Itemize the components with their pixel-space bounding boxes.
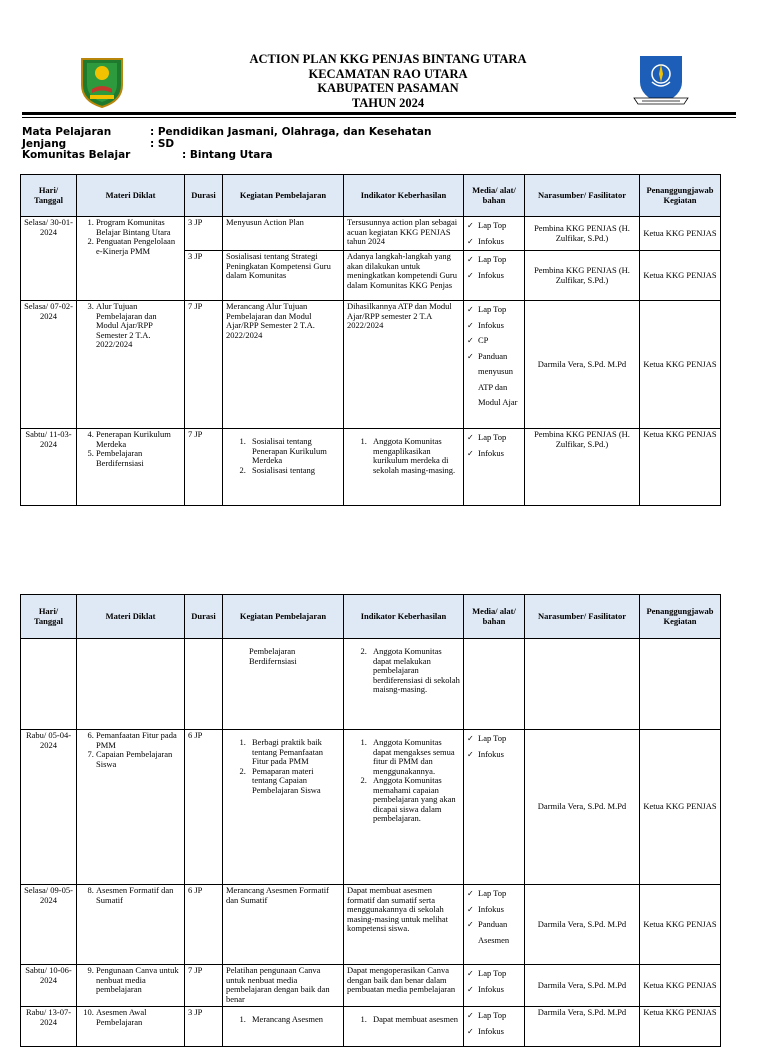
materi-item: 9. Pengunaan Canva untuk nenbuat media pembelajaran [96,966,181,995]
date-cell: Sabtu/ 11-03-2024 [21,429,77,506]
col-header: Indikator Keberhasilan [344,175,464,217]
narasumber-cell: Darmila Vera, S.Pd. M.Pd [525,965,640,1007]
col-header: Narasumber/ Fasilitator [525,175,640,217]
col-header: Hari/ Tanggal [21,175,77,217]
media-cell [464,429,525,506]
action-plan-table-1 [20,174,721,506]
table-row [21,639,721,730]
narasumber-cell [525,639,640,730]
col-header: Media/ alat/ bahan [464,175,525,217]
tut-wuri-handayani-icon [632,52,690,110]
durasi-cell: 3 JP [185,1007,223,1047]
materi-cell [77,217,185,301]
table-row [21,965,721,1007]
kegiatan-item: 1. Sosialisai tentang Penerapan Kurikulum Merdeka [248,437,340,466]
narasumber-cell: Pembina KKG PENJAS (H. Zulfikar, S.Pd.) [525,429,640,506]
materi-cell [77,965,185,1007]
pj-cell: Ketua KKG PENJAS [640,1007,721,1047]
media-item: ✓ Infokus [467,234,521,250]
media-cell [464,301,525,429]
indikator-item: 2. Anggota Komunitas memahami capaian pembelajaran yang akan dicapai siswa dalam pembelajaran. [369,776,460,824]
narasumber-cell: Darmila Vera, S.Pd. M.Pd [525,301,640,429]
pj-cell: Ketua KKG PENJAS [640,251,721,301]
durasi-cell: 6 JP [185,885,223,965]
pasaman-emblem-icon [78,55,126,109]
indikator-item: 2. Anggota Komunitas dapat melakukan pembelajaran berdiferensiasi di sekolah maisng-masing. [369,647,460,695]
col-header: Penanggungjawab Kegiatan [640,175,721,217]
media-item: ✓ Infokus [467,902,521,918]
kegiatan-cell [223,1007,344,1047]
narasumber-cell: Pembina KKG PENJAS (H. Zulfikar, S.Pd.) [525,251,640,301]
materi-item: 4. Penerapan Kurikulum Merdeka [96,430,181,449]
kegiatan-cell: Merancang Asesmen Formatif dan Sumatif [223,885,344,965]
title-line: TAHUN 2024 [351,95,425,110]
table-row [21,217,721,251]
pj-cell: Ketua KKG PENJAS [640,429,721,506]
kegiatan-item: 2. Pemaparan materi tentang Capaian Pembelajaran Siswa [248,767,340,796]
media-cell [464,965,525,1007]
col-header: Durasi [185,175,223,217]
media-item: ✓ Lap Top [467,966,521,982]
materi-cell [77,1007,185,1047]
date-cell: Selasa/ 30-01-2024 [21,217,77,301]
materi-cell [77,639,185,730]
table-header-row [21,175,721,217]
narasumber-cell: Darmila Vera, S.Pd. M.Pd [525,1007,640,1047]
col-header: Kegiatan Pembelajaran [223,595,344,639]
col-header: Materi Diklat [77,175,185,217]
col-header: Penanggungjawab Kegiatan [640,595,721,639]
indikator-item: 1. Dapat membuat asesmen [369,1015,460,1025]
media-item: ✓ Lap Top [467,886,521,902]
indikator-cell: Dapat mengoperasikan Canva dengan baik dan benar dalam pembuatan media pembelajaran [344,965,464,1007]
materi-item: 8. Asesmen Formatif dan Sumatif [96,886,181,905]
materi-cell [77,301,185,429]
media-cell [464,251,525,301]
narasumber-cell: Darmila Vera, S.Pd. M.Pd [525,885,640,965]
indikator-item: 1. Anggota Komunitas dapat mengakses semua fitur di PMM dan menggunakannya. [369,738,460,776]
durasi-cell: 7 JP [185,429,223,506]
date-cell: Sabtu/ 10-06-2024 [21,965,77,1007]
date-cell: Selasa/ 07-02-2024 [21,301,77,429]
title-line: KECAMATAN RAO UTARA [308,66,468,81]
indikator-item: 1. Anggota Komunitas mengaplikasikan kurikulum merdeka di sekolah masing-masing. [369,437,460,475]
media-item: ✓ Lap Top [467,302,521,318]
durasi-cell: 3 JP [185,217,223,251]
indikator-cell [344,639,464,730]
durasi-cell: 6 JP [185,730,223,885]
kegiatan-cell [223,730,344,885]
table-row [21,1007,721,1047]
materi-item: 2. Penguatan Pengelolaan e-Kinerja PMM [96,237,181,256]
pj-cell: Ketua KKG PENJAS [640,301,721,429]
kegiatan-cell: Menyusun Action Plan [223,217,344,251]
pj-cell: Ketua KKG PENJAS [640,965,721,1007]
kegiatan-item: 1. Merancang Asesmen [248,1015,340,1025]
kegiatan-cell: Merancang Alur Tujuan Pembelajaran dan Modul Ajar/RPP Semester 2 T.A. 2022/2024 [223,301,344,429]
media-item: ✓ Lap Top [467,1008,521,1024]
date-cell [21,639,77,730]
indikator-cell: Dihasilkannya ATP dan Modul Ajar/RPP semester 2 T.A 2022/2024 [344,301,464,429]
durasi-cell: 7 JP [185,965,223,1007]
kegiatan-item: 1. Berbagi praktik baik tentang Pemanfaatan Fitur pada PMM [248,738,340,767]
col-header: Hari/ Tanggal [21,595,77,639]
durasi-cell: 7 JP [185,301,223,429]
col-header: Narasumber/ Fasilitator [525,595,640,639]
media-item: ✓ Infokus [467,1024,521,1040]
materi-item: 1. Program Komunitas Belajar Bintang Utara [96,218,181,237]
media-item: ✓ Infokus [467,318,521,334]
level-label: Jenjang [22,137,67,150]
materi-item: 6. Pemanfaatan Fitur pada PMM [96,731,181,750]
materi-cell [77,730,185,885]
media-cell [464,639,525,730]
title-line: KABUPATEN PASAMAN [317,81,459,95]
action-plan-table-2 [20,594,721,1047]
media-item: ✓ Infokus [467,446,521,462]
media-item: ✓ Infokus [467,268,521,284]
durasi-cell [185,639,223,730]
media-cell [464,885,525,965]
media-cell [464,217,525,251]
header-rule-thin [22,117,736,118]
indikator-cell: Dapat membuat asesmen formatif dan sumatif serta menggunakannya di sekolah masing-masing untuk melihat kompetensi siswa. [344,885,464,965]
media-item: ✓ Lap Top [467,252,521,268]
media-item: ✓ Infokus [467,982,521,998]
narasumber-cell: Pembina KKG PENJAS (H. Zulfikar, S.Pd.) [525,217,640,251]
date-cell: Rabu/ 05-04-2024 [21,730,77,885]
media-item: ✓ Lap Top [467,430,521,446]
subject-value: : Pendidikan Jasmani, Olahraga, dan Kesehatan [150,126,432,138]
media-item: ✓ Panduan menyusun ATP dan Modul Ajar [467,349,521,411]
materi-cell [77,429,185,506]
media-cell [464,730,525,885]
table-row [21,429,721,506]
title-line: ACTION PLAN KKG PENJAS BINTANG UTARA [249,52,527,66]
subject-label: Mata Pelajaran [22,126,112,138]
indikator-cell: Adanya langkah-langkah yang akan dilakukan untuk meningkatkan kompetendi Guru dalam Komunitas KKG Penjas [344,251,464,301]
kegiatan-cell [223,429,344,506]
date-cell: Rabu/ 13-07-2024 [21,1007,77,1047]
pj-cell [640,639,721,730]
kegiatan-cell: Pembelajaran Berdifernsiasi [223,639,344,730]
col-header: Durasi [185,595,223,639]
table-row [21,730,721,885]
materi-cell [77,885,185,965]
materi-item: 5. Pembelajaran Berdifernsiasi [96,449,181,468]
col-header: Materi Diklat [77,595,185,639]
community-label: Komunitas Belajar [22,149,131,161]
header-rule-thick [22,112,736,115]
document-header [0,0,768,118]
col-header: Kegiatan Pembelajaran [223,175,344,217]
media-item: ✓ Infokus [467,747,521,763]
date-cell: Selasa/ 09-05-2024 [21,885,77,965]
materi-item: 7. Capaian Pembelajaran Siswa [96,750,181,769]
pj-cell: Ketua KKG PENJAS [640,217,721,251]
kegiatan-item: 2. Sosialisasi tentang [248,466,340,476]
media-item: ✓ Lap Top [467,731,521,747]
table-row [21,301,721,429]
kegiatan-cell: Sosialisasi tentang Strategi Peningkatan Kompetensi Guru dalam Komunitas [223,251,344,301]
col-header: Indikator Keberhasilan [344,595,464,639]
col-header: Media/ alat/ bahan [464,595,525,639]
table-row [21,885,721,965]
kegiatan-cell: Pelatihan pengunaan Canva untuk nenbuat media pembelajaran dengan baik dan benar [223,965,344,1007]
level-value: : SD [150,137,175,150]
media-item: ✓ CP [467,333,521,349]
media-item: ✓ Panduan Asesmen [467,917,521,948]
document-title [200,52,576,110]
indikator-cell: Tersusunnya action plan sebagai acuan kegiatan KKG PENJAS tahun 2024 [344,217,464,251]
indikator-cell [344,429,464,506]
pj-cell: Ketua KKG PENJAS [640,730,721,885]
materi-item: 3. Alur Tujuan Pembelajaran dan Modul Ajar/RPP Semester 2 T.A. 2022/2024 [96,302,181,350]
indikator-cell [344,730,464,885]
media-item: ✓ Lap Top [467,218,521,234]
durasi-cell: 3 JP [185,251,223,301]
media-cell [464,1007,525,1047]
community-value: : Bintang Utara [182,149,273,161]
narasumber-cell: Darmila Vera, S.Pd. M.Pd [525,730,640,885]
indikator-cell [344,1007,464,1047]
pj-cell: Ketua KKG PENJAS [640,885,721,965]
materi-item: 10. Asesmen Awal Pembelajaran [96,1008,181,1027]
table-header-row [21,595,721,639]
